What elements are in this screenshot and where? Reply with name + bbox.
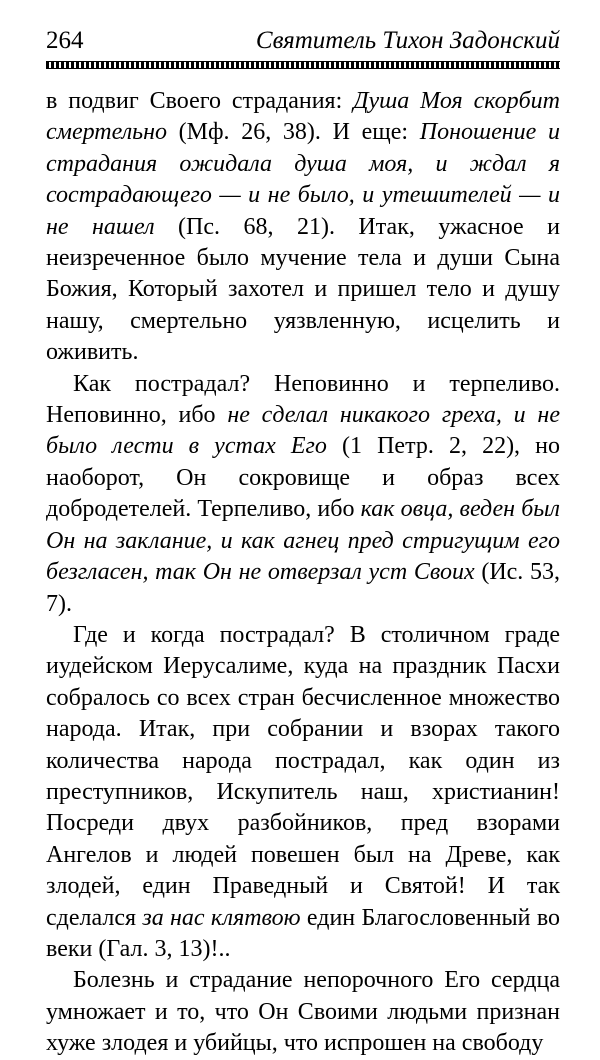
text-segment: Как пострадал? Неповинно и терпеливо. Неповинно, ибо xyxy=(46,370,560,429)
paragraph-4 xyxy=(46,965,560,1059)
paragraph-3 xyxy=(46,620,560,965)
text-segment: (Ис. 53, 7). xyxy=(46,559,560,617)
text-segment: Болезнь и страдание непорочного Его сердца умножает и то, что Он Своими людьми признан хуже злодея и убийцы, что испрошен на свободу xyxy=(46,967,560,1057)
text-segment: Где и когда пострадал? В столичном граде иудейском Иерусалиме, куда на праздник Пасхи собралось со всех стран бесчисленное множество народа. Итак, при собрании и взорах такого количества народа пострадал, как один из преступников, Искупитель наш, христианин! Посреди двух разбойников, пред взорами Ангелов и людей повешен был на Древе, как злодей, един Праведный и Святой! И так сделался xyxy=(46,621,560,931)
scripture-quote: за нас клятвою xyxy=(142,904,301,931)
paragraph-1 xyxy=(46,86,560,369)
running-title: Святитель Тихон Задонский xyxy=(255,27,560,54)
page-number: 264 xyxy=(46,27,84,54)
page-header xyxy=(46,26,560,56)
scripture-quote: как овца, веден был Он на заклание, и как агнец пред стригущим его безгласен, так Он не отверзал уст Своих xyxy=(46,496,560,586)
header-rule xyxy=(46,61,560,69)
text-segment: (Пс. 68, 21). Итак, ужасное и неизреченное было мучение тела и души Сына Божия, Который захотел и пришел тело и душу нашу, смертельно уязвленную, исцелить и оживить. xyxy=(46,213,560,366)
text-segment: (Мф. 26, 38). И еще: xyxy=(166,119,420,146)
scripture-quote: не сделал никакого греха, и не было лести в устах Его xyxy=(46,402,560,460)
paragraph-2 xyxy=(46,369,560,620)
text-segment: един Благословенный во веки (Гал. 3, 13)!.. xyxy=(46,904,561,962)
scripture-quote: Поношение и страдания ожидала душа моя, и ждал я сострадающего — и не было, и утешителей — и не нашел xyxy=(46,119,560,240)
scripture-quote: Душа Моя скорбит смертельно xyxy=(46,88,560,146)
text-segment: в подвиг Своего страдания: xyxy=(46,88,354,114)
text-segment: (1 Петр. 2, 22), но наоборот, Он сокровище и образ всех добродетелей. Терпеливо, ибо xyxy=(46,433,561,523)
body-text xyxy=(46,86,560,1060)
